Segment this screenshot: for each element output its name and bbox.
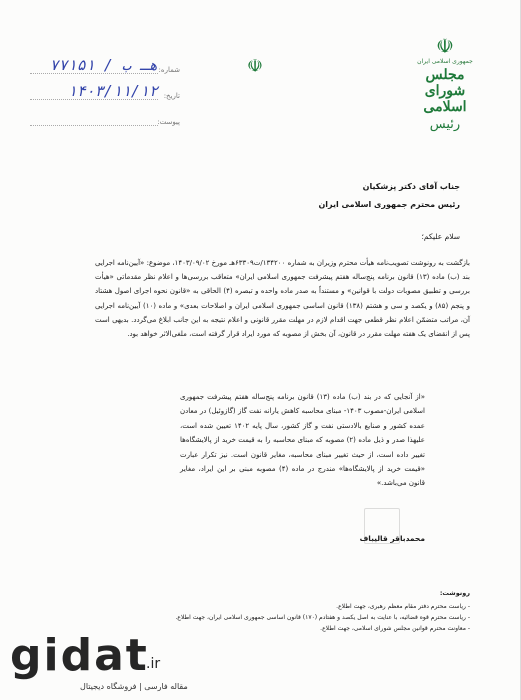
watermark-tld: .ir [146,656,161,672]
parliament-emblem [410,34,480,132]
emblem-icon: ☫ [436,34,454,58]
copies-heading: رونوشت: [439,589,470,597]
watermark-caption: مقاله فارسی | فروشگاه دیجیتال [80,682,188,691]
salutation: سلام علیکم؛ [421,232,460,241]
meta-date: تاریخ: ۱۴۰۳/۱۱/۱۲ [30,82,180,108]
addressee-name: جناب آقای دکتر پزشکیان [362,182,460,191]
copy-item: - ریاست محترم دفتر مقام معظم رهبری، جهت اطلاع. [336,603,470,610]
emblem-small-text: جمهوری اسلامی ایران [417,58,473,65]
copy-item: - معاونت محترم قوانین مجلس شورای اسلامی، جهت اطلاع. [320,625,470,632]
copies-list [110,588,470,634]
copy-item: - ریاست محترم قوه قضائیه، با عنایت به اصل یکصد و هفتادم (۱۷۰) قانون اساسی جمهوری اسلامی ایران، جهت اطلاع. [175,614,470,621]
letter-meta [30,56,180,134]
body-paragraph: بازگشت به رونوشت تصویب‌نامه هیأت محترم وزیران به شماره ۱۳۴۲۰۰/ت۶۳۳۰۹هـ مورخ ۱۴۰۳/۰۹/۰۲، موضوع: «آیین‌نامه اجرایی بند (ب) ماده (۱۳) قانون برنامه پنج‌ساله هفتم پیشرفت جمهوری اسلامی ایران» متعاقب بررسی‌ها و اعلام نظر مقدماتی «هیأت بررسی و تطبیق مصوبات دولت با قوانین» و مستنداً به صدر ماده واحده و تبصره (۴) الحاقی به «قانون نحوه اجرای اصول هشتاد و پنجم (۸۵) و یکصد و سی و هشتم (۱۳۸) قانون اساسی جمهوری اسلامی ایران و اصلاحات بعدی» و ماده (۱۰) آیین‌نامه اجرایی آن، مراتب متضمّن اعلام نظر قطعی جهت اقدام لازم در مهلت مقرر قانونی و اعلام نتیجه به این جانب ابلاغ می‌گردد. بدیهی است پس از انقضای یک هفته مهلت مقرر در قانون، آن بخش از مصوبه که مورد ایراد قرار گرفته است، ملغی‌الاثر خواهد بود. [95,259,471,339]
emblem-title: رئیس [429,117,461,132]
site-watermark [10,630,240,690]
emblem-name: مجلس شورای اسلامی [423,67,467,115]
addressee-title: رئیس محترم جمهوری اسلامی ایران [318,200,460,209]
center-logo-icon: ☫ [246,56,264,77]
meta-attachment: پیوست: [30,108,180,134]
addressee [160,178,460,214]
quoted-opinion: «از آنجایی که در بند (ب) ماده (۱۳) قانون برنامه پنج‌ساله هفتم پیشرفت جمهوری اسلامی ایران-مصوب ۱۴۰۳- مبنای محاسبه کاهش یارانه نفت گاز (گازوئیل) در معادن عمده کشور و صنایع بالادستی نفت و گاز کشور، سال پایه ۱۴۰۲ تعیین شده است، علیهذا صدر و ذیل ماده (۲) مصوبه که مبنای محاسبه را به قیمت خرید از پالایشگاه‌ها تغییر داده است، از حیث تغییر مبنای محاسبه، مغایر قانون است. نیز تکرار عبارت «قیمت خرید از پالایشگاه‌ها» مندرج در ماده (۴) مصوبه مبنی بر این ایراد، مغایر قانون می‌باشد.» [180,393,425,488]
meta-number: شماره: ۷۷۱۵۱ / هـ ب [30,56,180,82]
watermark-brand: gidat [10,630,149,681]
signatory-name: محمدباقر قالیباف [359,534,425,543]
